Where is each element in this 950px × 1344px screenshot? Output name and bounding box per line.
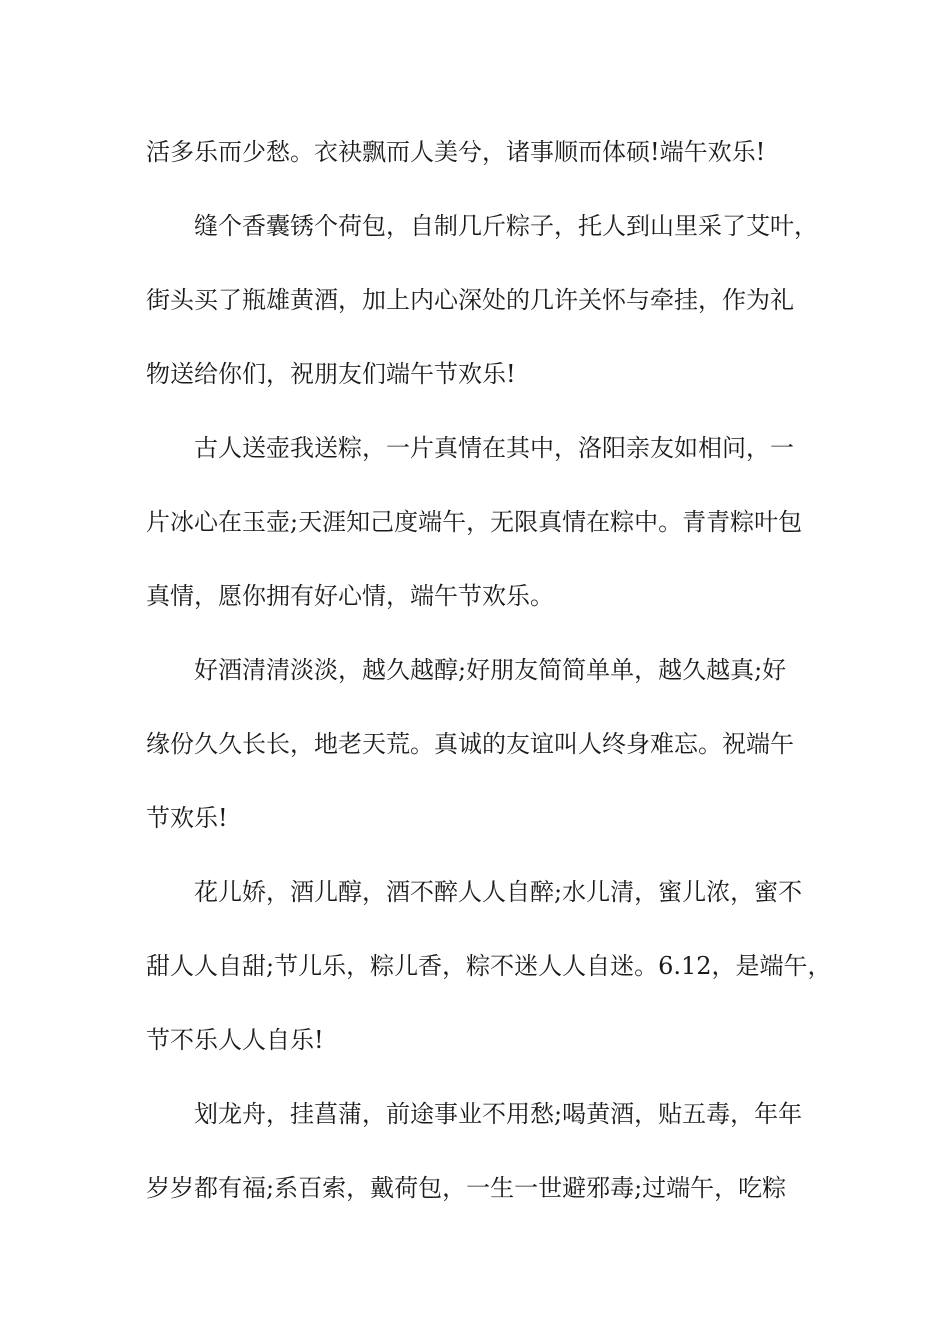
text-line: 缘份久久长长，地老天荒。真诚的友谊叫人终身难忘。祝端午 xyxy=(146,730,794,758)
paragraph-first-line: 古人送壶我送粽，一片真情在其中，洛阳亲友如相问，一 xyxy=(194,434,794,462)
paragraph-first-line: 划龙舟，挂菖蒲，前途事业不用愁;喝黄酒，贴五毒，年年 xyxy=(194,1100,803,1128)
paragraph-first-line: 花儿娇，酒儿醇，酒不醉人人自醉;水儿清，蜜儿浓，蜜不 xyxy=(194,878,803,906)
text-line: 活多乐而少愁。衣袂飘而人美兮，诸事顺而体硕!端午欢乐! xyxy=(146,138,766,166)
text-line: 片冰心在玉壶;天涯知己度端午，无限真情在粽中。青青粽叶包 xyxy=(146,508,803,536)
text-line: 甜人人自甜;节儿乐，粽儿香，粽不迷人人自迷。6.12，是端午， xyxy=(146,952,832,980)
text-line: 岁岁都有福;系百索，戴荷包，一生一世避邪毒;过端午，吃粽 xyxy=(146,1174,787,1202)
text-line: 节不乐人人自乐! xyxy=(146,1026,324,1054)
paragraph-first-line: 缝个香囊锈个荷包，自制几斤粽子，托人到山里采了艾叶， xyxy=(194,212,818,240)
text-line: 街头买了瓶雄黄酒，加上内心深处的几许关怀与牵挂，作为礼 xyxy=(146,286,794,314)
text-line: 真情，愿你拥有好心情，端午节欢乐。 xyxy=(146,582,554,610)
text-line: 物送给你们，祝朋友们端午节欢乐! xyxy=(146,360,516,388)
paragraph-first-line: 好酒清清淡淡，越久越醇;好朋友简简单单，越久越真;好 xyxy=(194,656,787,684)
text-line: 节欢乐! xyxy=(146,804,228,832)
